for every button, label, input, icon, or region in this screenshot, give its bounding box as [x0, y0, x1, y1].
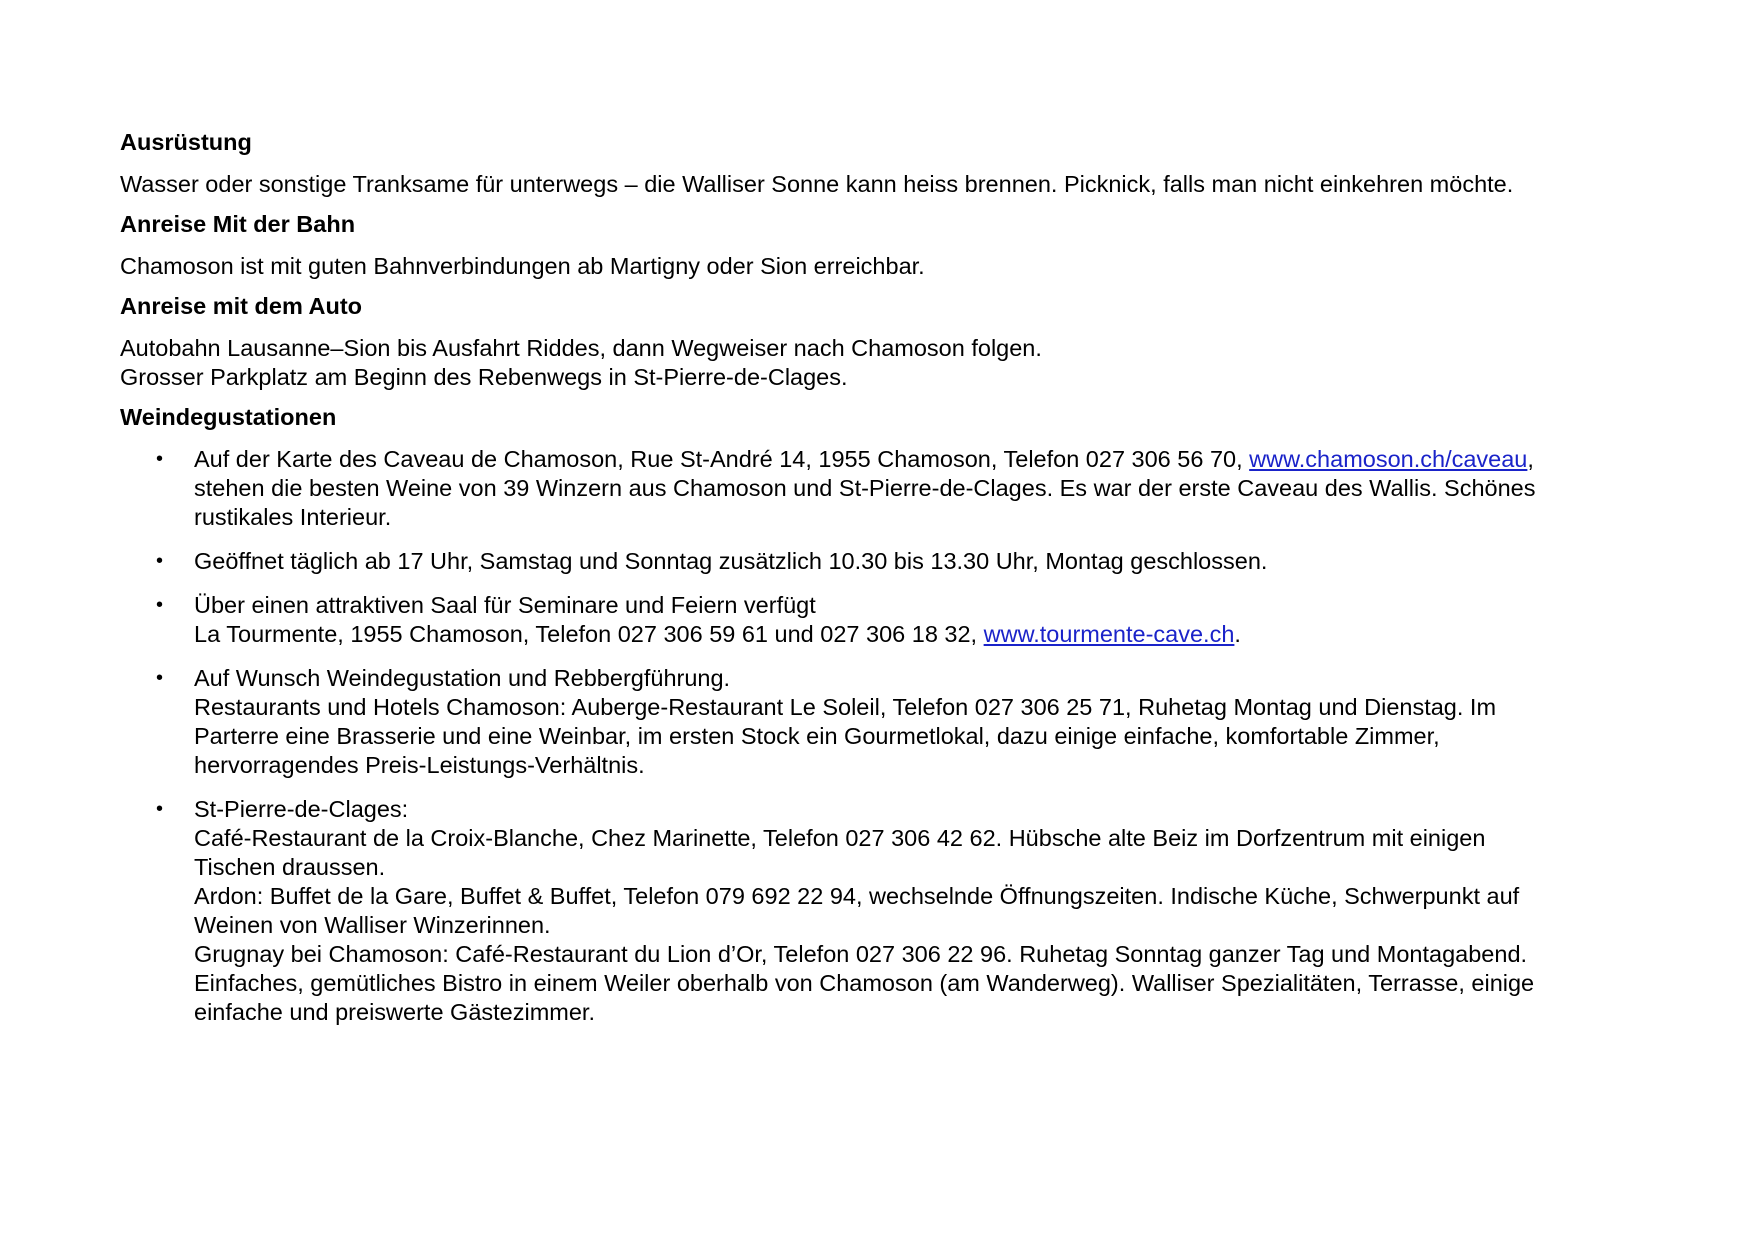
list-item-line: Grugnay bei Chamoson: Café-Restaurant du Lion d’Or, Telefon 027 306 22 96. Ruhetag Sonntag ganzer Tag und Montagabend.: [194, 941, 1528, 967]
bullet-icon: •: [156, 798, 164, 820]
list-item-line: Ardon: Buffet de la Gare, Buffet & Buffet, Telefon 079 692 22 94, wechselnde Öffnungszeiten. Indische Küche, Schwerpunkt auf: [194, 883, 1520, 909]
list-item: [120, 445, 1660, 532]
list-item-text: ,: [1527, 446, 1534, 472]
list-item-line: Restaurants und Hotels Chamoson: Auberge-Restaurant Le Soleil, Telefon 027 306 25 71, Ruhetag Montag und Dienstag. Im: [194, 694, 1497, 720]
caveau-link[interactable]: www.chamoson.ch/caveau: [1249, 446, 1528, 472]
tourmente-link[interactable]: www.tourmente-cave.ch: [983, 621, 1235, 647]
list-item-line: Parterre eine Brasserie und eine Weinbar, im ersten Stock ein Gourmetlokal, dazu einige einfache, komfortable Zimmer,: [194, 723, 1440, 749]
car-text: [120, 334, 1660, 392]
list-item-line: [194, 445, 1660, 474]
train-text: Chamoson ist mit guten Bahnverbindungen ab Martigny oder Sion erreichbar.: [120, 253, 925, 279]
list-item: [120, 591, 1660, 649]
car-text-line: Grosser Parkplatz am Beginn des Rebenwegs in St-Pierre-de-Clages.: [120, 364, 848, 390]
list-item-line: stehen die besten Weine von 39 Winzern aus Chamoson und St-Pierre-de-Clages. Es war der erste Caveau des Wallis. Schönes: [194, 475, 1536, 501]
list-item-line: Über einen attraktiven Saal für Seminare und Feiern verfügt: [194, 592, 816, 618]
heading-car: Anreise mit dem Auto: [120, 293, 362, 319]
list-item-text: Auf der Karte des Caveau de Chamoson, Rue St-André 14, 1955 Chamoson, Telefon 027 306 56 70,: [194, 446, 1250, 472]
list-item: [120, 547, 1660, 576]
list-item-line: einfache und preiswerte Gästezimmer.: [194, 999, 595, 1025]
list-item-line: Auf Wunsch Weindegustation und Rebbergführung.: [194, 665, 731, 691]
list-item-text: La Tourmente, 1955 Chamoson, Telefon 027 306 59 61 und 027 306 18 32,: [194, 621, 984, 647]
bullet-icon: •: [156, 448, 164, 470]
list-item-line: Einfaches, gemütliches Bistro in einem Weiler oberhalb von Chamoson (am Wanderweg). Walliser Spezialitäten, Terrasse, einige: [194, 970, 1535, 996]
list-item-line: [194, 620, 1660, 649]
heading-equipment: Ausrüstung: [120, 129, 252, 155]
list-item-line: Café-Restaurant de la Croix-Blanche, Chez Marinette, Telefon 027 306 42 62. Hübsche alte Beiz im Dorfzentrum mit einigen: [194, 825, 1486, 851]
document-page: [120, 128, 1660, 1042]
list-item-text: .: [1234, 621, 1241, 647]
list-item: [120, 664, 1660, 780]
list-item-line: St-Pierre-de-Clages:: [194, 796, 409, 822]
bullet-icon: •: [156, 550, 164, 572]
bullet-icon: •: [156, 667, 164, 689]
list-item-line: Geöffnet täglich ab 17 Uhr, Samstag und Sonntag zusätzlich 10.30 bis 13.30 Uhr, Montag geschlossen.: [194, 548, 1268, 574]
list-item-line: Tischen draussen.: [194, 854, 386, 880]
list-item-line: Weinen von Walliser Winzerinnen.: [194, 912, 551, 938]
list-item-line: rustikales Interieur.: [194, 504, 392, 530]
bullet-icon: •: [156, 594, 164, 616]
heading-tastings: Weindegustationen: [120, 404, 337, 430]
list-item-line: hervorragendes Preis-Leistungs-Verhältnis.: [194, 752, 645, 778]
tastings-list: [120, 445, 1660, 1027]
list-item: [120, 795, 1660, 1027]
equipment-text: Wasser oder sonstige Tranksame für unterwegs – die Walliser Sonne kann heiss brennen. Picknick, falls man nicht einkehren möchte.: [120, 171, 1514, 197]
heading-train: Anreise Mit der Bahn: [120, 211, 356, 237]
car-text-line: Autobahn Lausanne–Sion bis Ausfahrt Riddes, dann Wegweiser nach Chamoson folgen.: [120, 335, 1042, 361]
